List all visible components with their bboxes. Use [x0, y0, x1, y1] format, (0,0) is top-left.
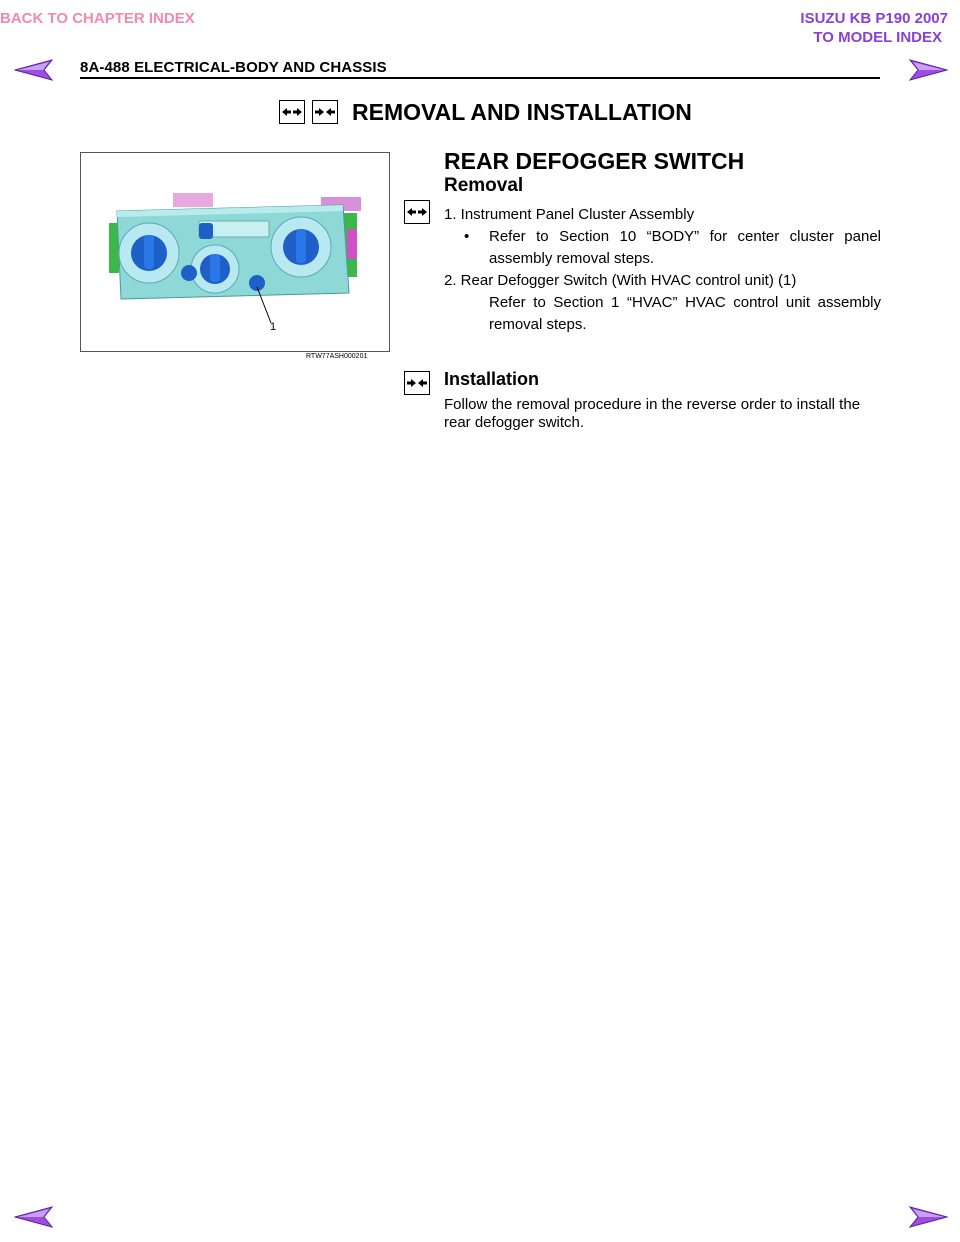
removal-step-2-detail-line2: removal steps.	[489, 316, 587, 333]
to-model-index-link[interactable]: TO MODEL INDEX	[813, 29, 942, 46]
back-to-chapter-index-link[interactable]: BACK TO CHAPTER INDEX	[0, 10, 195, 27]
installation-text-line2: rear defogger switch.	[444, 414, 585, 431]
installation-side-icon	[404, 371, 430, 395]
hvac-control-unit-illustration	[81, 153, 389, 351]
nav-next-arrow-icon[interactable]	[908, 1206, 948, 1228]
removal-step-2: 2. Rear Defogger Switch (With HVAC control unit) (1)	[444, 272, 797, 289]
model-title-link[interactable]: ISUZU KB P190 2007	[800, 10, 948, 27]
nav-next-arrow-icon[interactable]	[908, 59, 948, 81]
removal-step-1-detail-line1: Refer to Section 10 “BODY” for center cluster panel	[489, 228, 881, 245]
page-title: REMOVAL AND INSTALLATION	[352, 99, 692, 125]
section-header: 8A-488 ELECTRICAL-BODY AND CHASSIS	[80, 59, 387, 76]
header-divider	[80, 77, 880, 79]
figure-callout-label: 1	[270, 321, 277, 333]
hvac-control-unit-figure	[80, 152, 390, 352]
removal-icon	[279, 100, 305, 124]
removal-step-2-detail-line1: Refer to Section 1 “HVAC” HVAC control unit assembly	[489, 294, 881, 311]
removal-step-1: 1. Instrument Panel Cluster Assembly	[444, 206, 695, 223]
bullet-glyph: •	[464, 228, 470, 245]
installation-icon	[312, 100, 338, 124]
removal-heading: Removal	[444, 175, 524, 196]
removal-side-icon	[404, 200, 430, 224]
removal-step-1-detail-line2: assembly removal steps.	[489, 250, 655, 267]
nav-prev-arrow-icon[interactable]	[14, 59, 54, 81]
figure-caption: RTW77ASH000201	[306, 353, 368, 360]
installation-heading: Installation	[444, 369, 540, 389]
installation-text-line1: Follow the removal procedure in the reverse order to install the	[444, 396, 861, 413]
section-title: REAR DEFOGGER SWITCH	[444, 148, 745, 174]
nav-prev-arrow-icon[interactable]	[14, 1206, 54, 1228]
